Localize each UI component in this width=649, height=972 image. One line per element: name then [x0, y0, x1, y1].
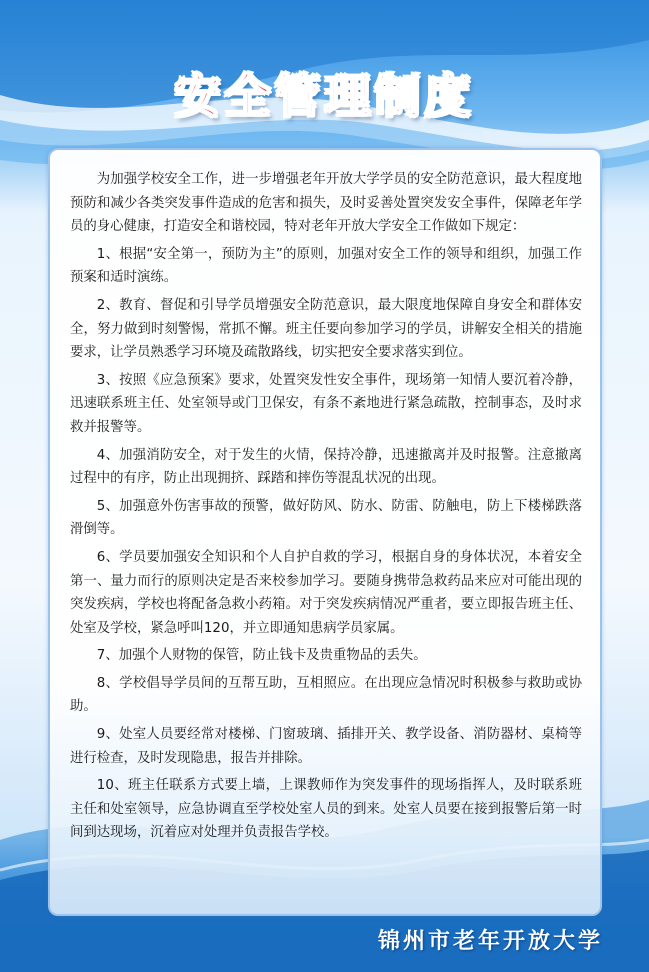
- rule-item-6: 6、学员要加强安全知识和个人自护自救的学习，根据自身的身体状况，本着安全第一、量力而行的原则决定是否来校参加学习。要随身携带急救药品来应对可能出现的突发疾病，学校也将配备急救小药箱。对于突发疾病情况严重者，要立即报告班主任、处室及学校，紧急呼叫120，并立即通知患病学员家属。: [70, 549, 582, 636]
- rule-item-7: 7、加强个人财物的保管，防止钱卡及贵重物品的丢失。: [96, 648, 427, 664]
- rule-item-9: 9、处室人员要经常对楼梯、门窗玻璃、插排开关、教学设备、消防器材、桌椅等进行检查，及时发现隐患，报告并排除。: [70, 727, 582, 766]
- regulation-text: [70, 168, 582, 849]
- rule-item-4: 4、加强消防安全，对于发生的火情，保持冷静，迅速撤离并及时报警。注意撤离过程中的有序，防止出现拥挤、踩踏和摔伤等混乱状况的出现。: [70, 447, 582, 487]
- rule-item-1: 1、根据“安全第一，预防为主”的原则，加强对安全工作的领导和组织，加强工作预案和适时演练。: [70, 246, 582, 286]
- intro-paragraph: 为加强学校安全工作，进一步增强老年开放大学学员的安全防范意识，最大程度地预防和减少各类突发事件造成的危害和损失，及时妥善处置突发安全事件，保障老年学员的身心健康，打造安全和谐校园，特对老年开放大学安全工作做如下规定：: [70, 172, 582, 235]
- rule-item-8: 8、学校倡导学员间的互帮互助，互相照应。在出现应急情况时积极参与救助或协助。: [70, 675, 582, 715]
- rule-item-5: 5、加强意外伤害事故的预警，做好防风、防水、防雷、防触电，防上下楼梯跌落滑倒等。: [70, 498, 582, 538]
- rule-item-10: 10、班主任联系方式要上墙，上课教师作为突发事件的现场指挥人，及时联系班主任和处室领导，应急协调直至学校处室人员的到来。处室人员要在接到报警后第一时间到达现场，沉着应对处理并负责报告学校。: [70, 778, 582, 841]
- rule-item-2: 2、教育、督促和引导学员增强安全防范意识，最大限度地保障自身安全和群体安全，努力做到时刻警惕，常抓不懈。班主任要向参加学习的学员，讲解安全相关的措施要求，让学员熟悉学习环境及疏散路线，切实把安全要求落实到位。: [70, 297, 582, 361]
- institution-name: 锦州市老年开放大学: [377, 929, 603, 954]
- page-title: 安全管理制度: [174, 69, 475, 123]
- rule-item-3: 3、按照《应急预案》要求，处置突发性安全事件，现场第一知情人要沉着冷静，迅速联系班主任、处室领导或门卫保安，有条不紊地进行紧急疏散，控制事态，及时求救并报警等。: [70, 372, 582, 435]
